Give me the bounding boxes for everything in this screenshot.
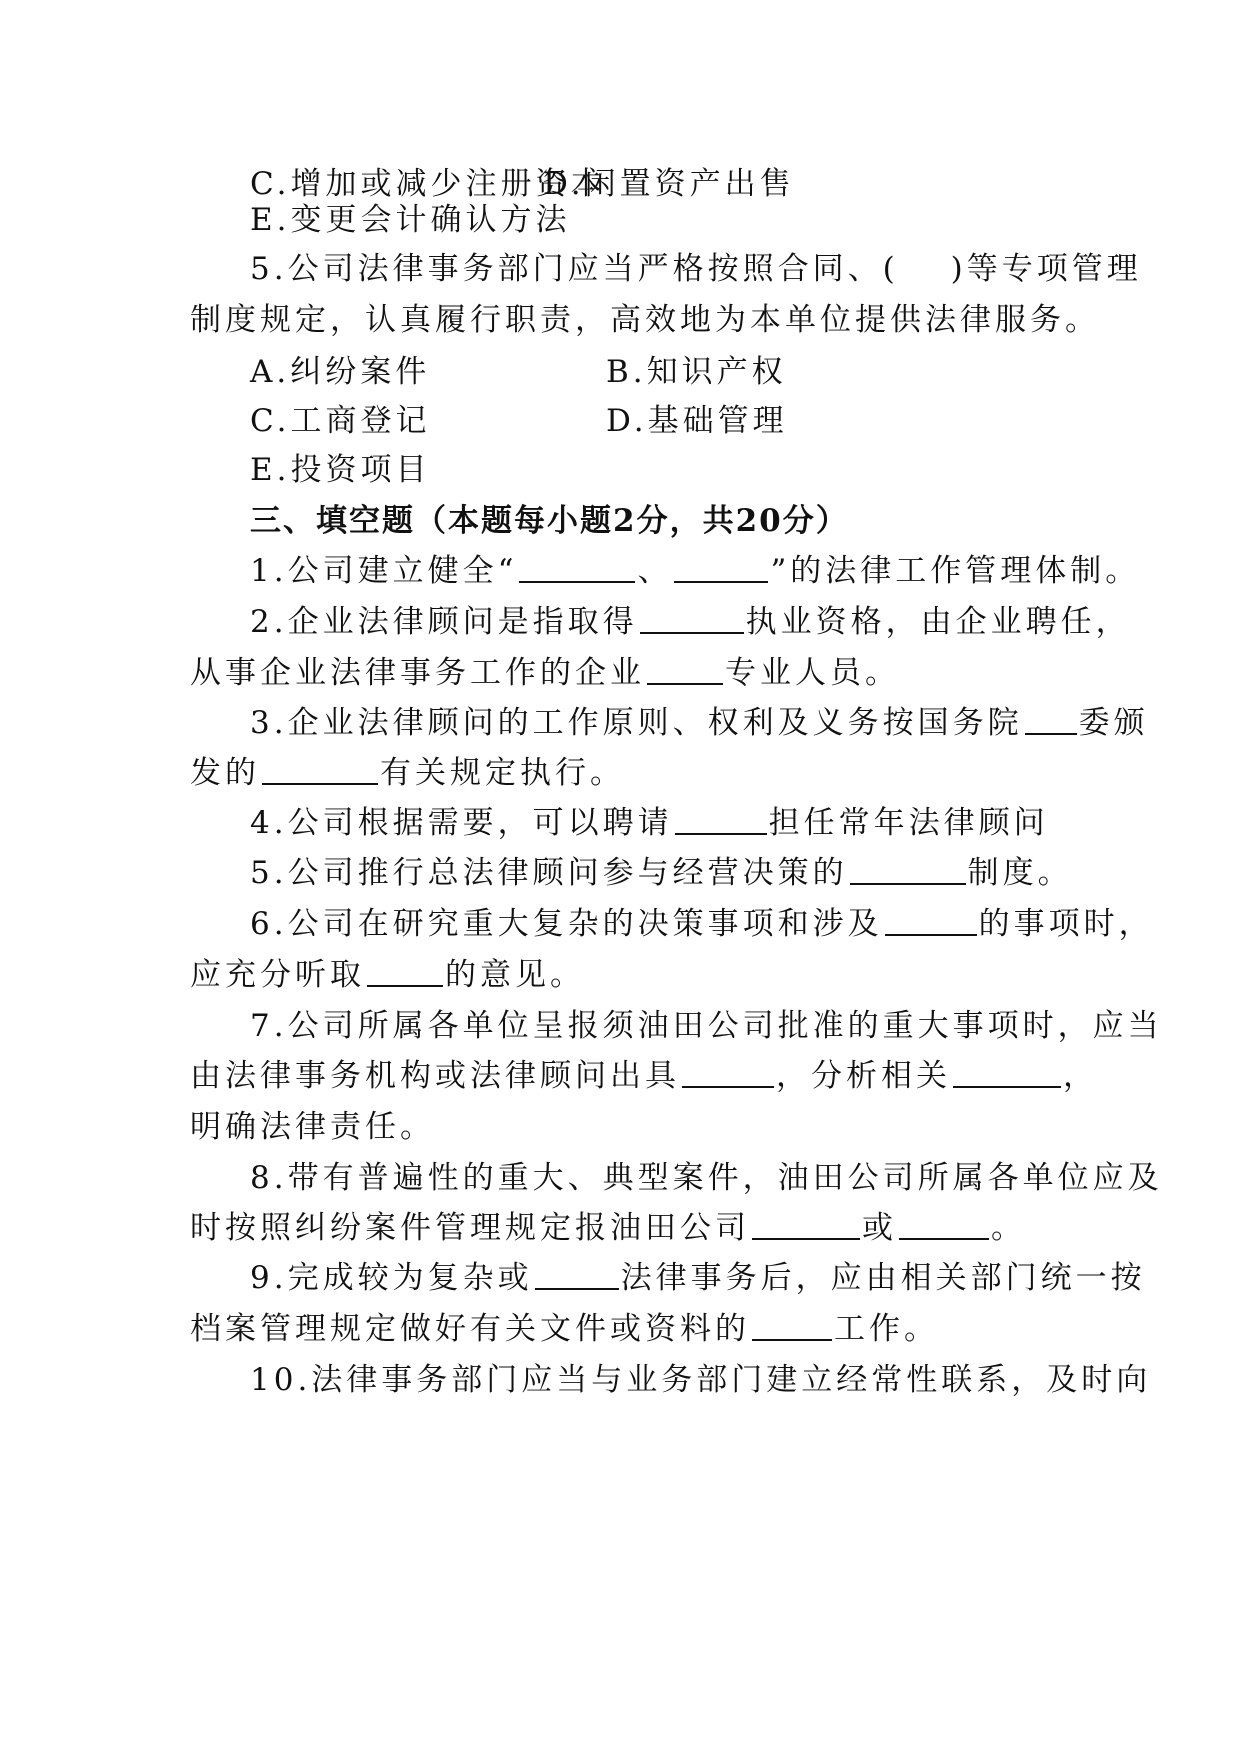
fill-q5-text-b: 制度。: [967, 855, 1073, 891]
fill-q7-text-e: 明确法律责任。: [190, 1109, 435, 1145]
fill-q3-text-d: 有关规定执行。: [380, 755, 625, 791]
fill-q10-line1: [250, 1360, 1151, 1400]
fill-q1-text-c: ”的法律工作管理体制。: [770, 553, 1141, 589]
blank: [899, 1208, 989, 1240]
fill-q3-text-c: 发的: [190, 755, 260, 791]
q4-option-d: D.闲置资产出售: [543, 166, 795, 202]
fill-q3-line2: [190, 753, 625, 793]
fill-q8-line2: [190, 1208, 1026, 1248]
fill-q9-line2: [190, 1309, 939, 1349]
blank: [885, 904, 977, 936]
fill-q4: [250, 803, 1049, 843]
blank: [535, 1258, 619, 1290]
fill-q7-text-d: ，: [1063, 1058, 1098, 1094]
fill-q10-text-a: 10.法律事务部门应当与业务部门建立经常性联系，及时向: [250, 1362, 1152, 1398]
fill-q6-line2: [190, 955, 585, 995]
fill-q7-line3: [190, 1107, 435, 1147]
fill-q9-text-d: 工作。: [834, 1311, 939, 1347]
q5-option-b: B.知识产权: [606, 354, 787, 390]
fill-q5: [250, 853, 1073, 893]
fill-q8-text-d: 。: [991, 1210, 1026, 1246]
fill-q9-text-b: 法律事务后，应由相关部门统一按: [620, 1260, 1146, 1296]
q5-text-b: )等专项管理: [950, 251, 1142, 287]
fill-q7-text-b: 由法律事务机构或法律顾问出具: [190, 1058, 680, 1094]
fill-q8-line1: [250, 1158, 1163, 1198]
fill-q6-text-d: 的意见。: [445, 957, 585, 993]
blank: [647, 653, 723, 685]
blank: [262, 753, 378, 785]
q5-text-a: 5.公司法律事务部门应当严格按照合同、(: [250, 251, 899, 287]
fill-q7-line1: [250, 1006, 1163, 1046]
q4-option-e: E.变更会计确认方法: [250, 202, 571, 238]
fill-q1-text-b: 、: [637, 553, 673, 589]
fill-q3-text-b: 委颁: [1078, 705, 1149, 741]
q5-question-line1: [250, 249, 1142, 289]
fill-q2-line1: [250, 602, 1131, 642]
fill-q3-text-a: 3.企业法律顾问的工作原则、权利及义务按国务院: [250, 705, 1023, 741]
blank: [1025, 703, 1077, 735]
fill-q2-text-b: 执业资格，由企业聘任，: [745, 604, 1131, 640]
q5-option-d: D.基础管理: [606, 403, 788, 439]
fill-q4-text-b: 担任常年法律顾问: [768, 805, 1049, 841]
fill-q7-text-c: ，分析相关: [776, 1058, 951, 1094]
q5-option-c: C.工商登记: [250, 403, 431, 439]
blank: [519, 551, 635, 583]
blank: [752, 1309, 832, 1341]
fill-q1: [250, 551, 1140, 591]
fill-q1-text-a: 1.公司建立健全“: [250, 553, 518, 589]
blank: [752, 1208, 860, 1240]
blank: [640, 602, 744, 634]
fill-q9-text-a: 9.完成较为复杂或: [250, 1260, 533, 1296]
q5-option-a: A.纠纷案件: [250, 354, 431, 390]
fill-q8-text-b: 时按照纠纷案件管理规定报油田公司: [190, 1210, 750, 1246]
blank: [674, 551, 768, 583]
fill-q9-line1: [250, 1258, 1146, 1298]
q4-option-c: C.增加或减少注册资本: [250, 166, 606, 202]
fill-q8-text-c: 或: [862, 1210, 897, 1246]
blank: [682, 1056, 774, 1088]
fill-q2-text-c: 从事企业法律事务工作的企业: [190, 655, 645, 691]
q5-question-line2: 制度规定，认真履行职责，高效地为本单位提供法律服务。: [190, 302, 1100, 338]
fill-q9-text-c: 档案管理规定做好有关文件或资料的: [190, 1311, 750, 1347]
fill-q5-text-a: 5.公司推行总法律顾问参与经营决策的: [250, 855, 848, 891]
blank: [367, 955, 443, 987]
blank: [675, 803, 767, 835]
fill-q2-text-a: 2.企业法律顾问是指取得: [250, 604, 638, 640]
fill-q6-text-c: 应充分听取: [190, 957, 365, 993]
fill-q4-text-a: 4.公司根据需要，可以聘请: [250, 805, 673, 841]
fill-q6-text-a: 6.公司在研究重大复杂的决策事项和涉及: [250, 906, 883, 942]
section-heading: 三、填空题（本题每小题2分，共20分）: [250, 503, 849, 539]
fill-q2-line2: [190, 653, 900, 693]
fill-q3-line1: [250, 703, 1149, 743]
q5-option-e: E.投资项目: [250, 452, 431, 488]
blank: [850, 853, 966, 885]
fill-q6-text-b: 的事项时，: [978, 906, 1154, 942]
blank: [953, 1056, 1061, 1088]
fill-q2-text-d: 专业人员。: [725, 655, 900, 691]
fill-q7-line2: [190, 1056, 1098, 1096]
fill-q7-text-a: 7.公司所属各单位呈报须油田公司批准的重大事项时，应当: [250, 1008, 1163, 1044]
fill-q8-text-a: 8.带有普遍性的重大、典型案件，油田公司所属各单位应及: [250, 1160, 1163, 1196]
fill-q6-line1: [250, 904, 1154, 944]
